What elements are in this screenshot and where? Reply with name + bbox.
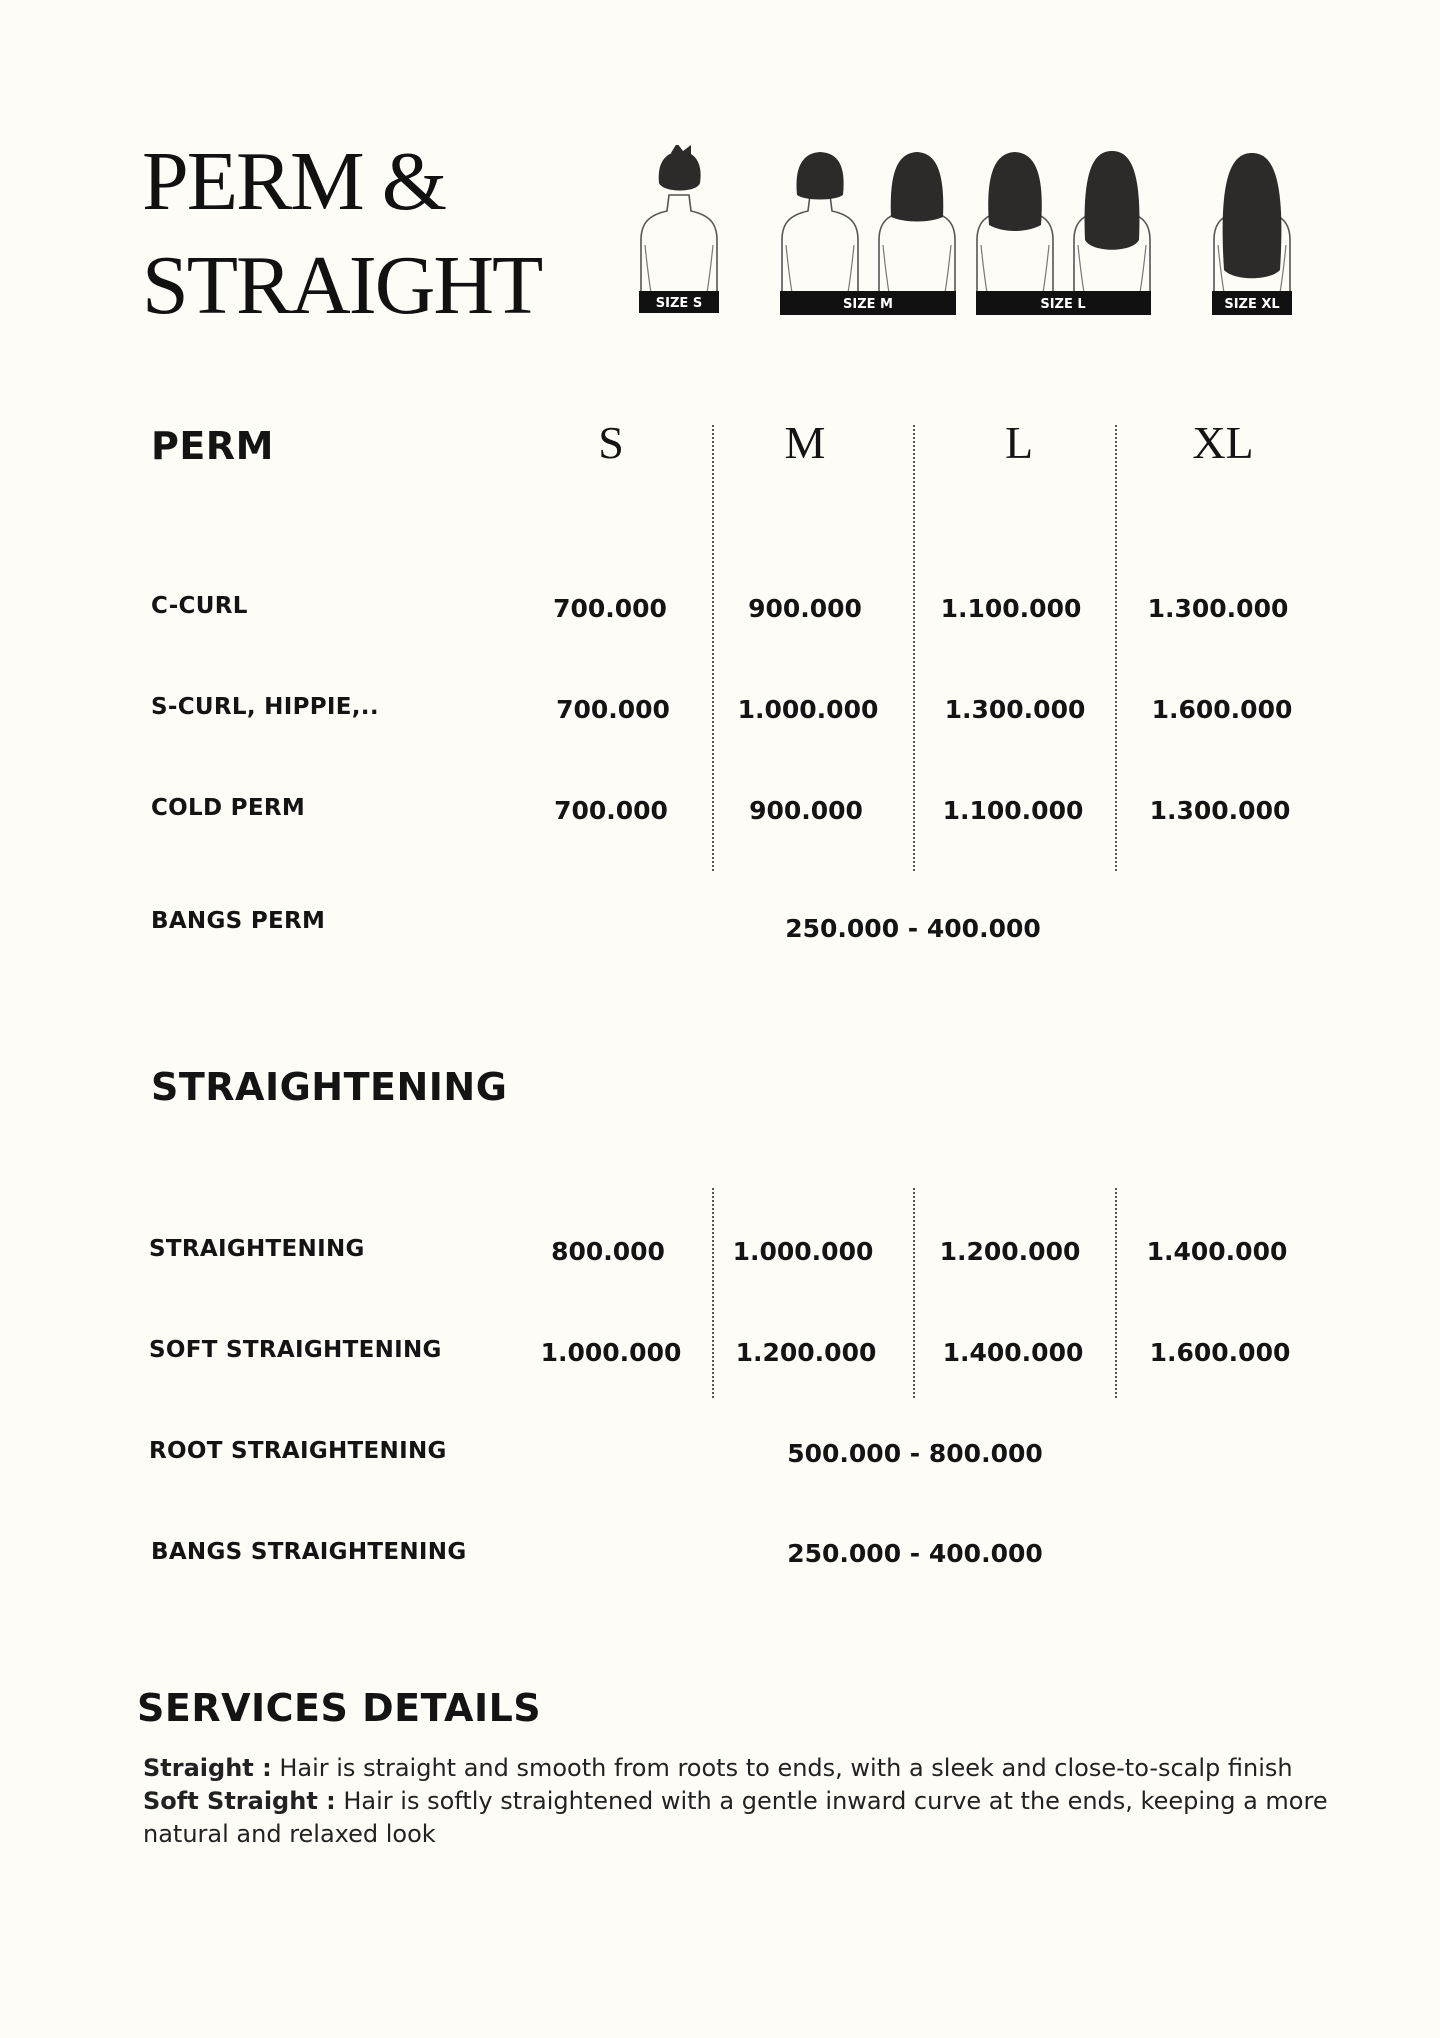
size-m-figure-2 (879, 152, 955, 310)
price: 1.200.000 (735, 1338, 877, 1367)
straight-divider-2 (913, 1188, 915, 1398)
price: 700.000 (556, 695, 670, 724)
size-s-label: SIZE S (655, 296, 703, 311)
perm-divider-3 (1115, 425, 1117, 871)
price: 1.200.000 (939, 1237, 1081, 1266)
services-details (143, 1752, 1333, 1851)
price: 1.600.000 (1149, 1338, 1291, 1367)
size-m-label: SIZE M (843, 297, 893, 312)
size-xl-figure (1214, 153, 1290, 310)
perm-divider-1 (712, 425, 714, 871)
price: 1.400.000 (1146, 1237, 1288, 1266)
root-straightening-label: ROOT STRAIGHTENING (149, 1438, 447, 1464)
perm-row-label: S-CURL, HIPPIE,.. (151, 694, 379, 720)
price: 1.300.000 (1149, 796, 1291, 825)
price: 1.100.000 (942, 796, 1084, 825)
page-title (142, 130, 541, 338)
size-m-figure-1 (782, 152, 858, 310)
title-line-1: PERM & (142, 135, 446, 228)
price: 1.100.000 (940, 594, 1082, 623)
perm-divider-2 (913, 425, 915, 871)
services-heading: SERVICES DETAILS (137, 1686, 542, 1730)
price: 1.000.000 (737, 695, 879, 724)
perm-row-label: C-CURL (151, 593, 248, 619)
price: 1.300.000 (1147, 594, 1289, 623)
price: 800.000 (551, 1237, 665, 1266)
straight-divider-3 (1115, 1188, 1117, 1398)
straightening-heading: STRAIGHTENING (151, 1065, 508, 1109)
size-xl-label: SIZE XL (1224, 297, 1280, 312)
bangs-perm-label: BANGS PERM (151, 908, 326, 934)
price: 700.000 (554, 796, 668, 825)
service-text: Hair is straight and smooth from roots to ends, with a sleek and close-to-scalp finish (271, 1754, 1293, 1782)
service-detail-soft-straight (143, 1785, 1333, 1851)
col-head-m: M (784, 417, 826, 468)
service-text: Hair is softly straightened with a gentle inward curve at the ends, keeping a more natural and relaxed look (143, 1787, 1328, 1848)
col-head-s: S (598, 417, 624, 468)
size-l-label: SIZE L (1040, 297, 1086, 312)
service-term: Straight : (143, 1754, 272, 1782)
service-term: Soft Straight : (143, 1787, 336, 1815)
size-l-figure-2 (1074, 151, 1150, 310)
price: 1.000.000 (540, 1338, 682, 1367)
size-guide-figures (630, 145, 1310, 320)
size-s-figure (641, 145, 717, 310)
price: 1.000.000 (732, 1237, 874, 1266)
title-line-2: STRAIGHT (142, 239, 542, 332)
bangs-straightening-range: 250.000 - 400.000 (787, 1539, 1043, 1568)
straightening-row-label: STRAIGHTENING (149, 1236, 365, 1262)
price: 1.400.000 (942, 1338, 1084, 1367)
price: 1.300.000 (944, 695, 1086, 724)
col-head-l: L (1004, 417, 1034, 468)
bangs-straightening-label: BANGS STRAIGHTENING (151, 1539, 467, 1565)
bangs-perm-range: 250.000 - 400.000 (785, 914, 1041, 943)
root-straightening-range: 500.000 - 800.000 (787, 1439, 1043, 1468)
price: 700.000 (553, 594, 667, 623)
price: 900.000 (749, 796, 863, 825)
size-l-figure-1 (977, 152, 1053, 310)
straightening-row-label: SOFT STRAIGHTENING (149, 1337, 442, 1363)
col-head-xl: XL (1192, 417, 1254, 468)
price: 900.000 (748, 594, 862, 623)
price: 1.600.000 (1151, 695, 1293, 724)
perm-row-label: COLD PERM (151, 795, 306, 821)
perm-heading: PERM (151, 424, 274, 468)
service-detail-straight (143, 1752, 1333, 1785)
straight-divider-1 (712, 1188, 714, 1398)
size-guide (630, 145, 1310, 320)
